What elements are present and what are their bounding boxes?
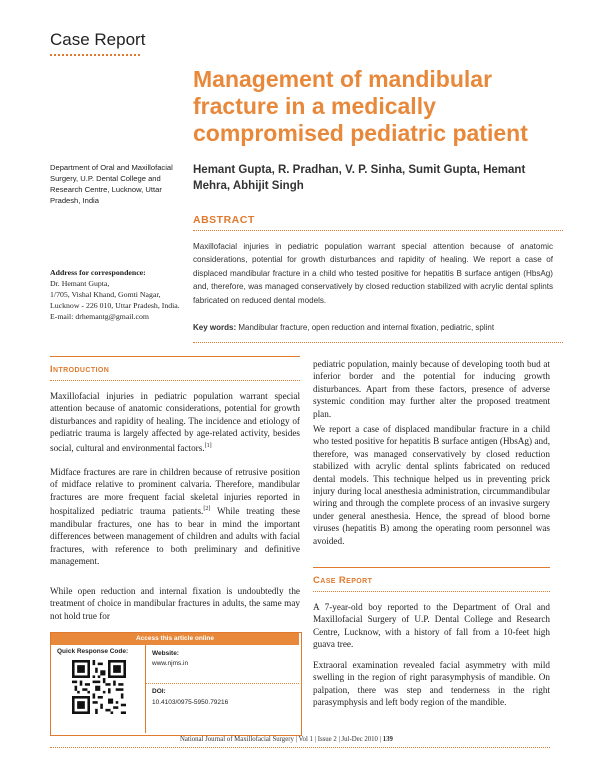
author-list: Hemant Gupta, R. Pradhan, V. P. Sinha, Sumit Gupta, Hemant Mehra, Abhijit Singh [193, 164, 526, 192]
intro-p2-text-b: While treating these mandibular fractures, one has to bear in mind the important differences between management of children and adults with facial fractures, with reference to both preliminary and definitive management. [50, 506, 300, 566]
case-report-heading: Case Report [313, 575, 373, 586]
col2-paragraph-2: We report a case of displaced mandibular fracture in a child who tested positive for hepatitis B surface antigen (HbsAg) and, therefore, was managed conservatively by closed reduction stabilized with acrylic dental splints fabricated on reduced dental models. This technique helped us in preventing prick injury during local anesthesia administration, circummandibular wiring and through the complete process of an invasive surgery under general anesthesia. Hence, the spread of blood borne viruses (hepatitis B) among the operating room personnel was avoided. [313, 424, 550, 546]
website-label: Website: [152, 650, 179, 657]
keywords-text: Mandibular fracture, open reduction and internal fixation, pediatric, splint [238, 323, 495, 332]
introduction-heading: Introduction [50, 364, 110, 375]
correspondence-label: Address for correspondence: [50, 268, 146, 277]
introduction-paragraph-1 [50, 390, 300, 454]
col2-paragraph-1: pediatric population, mainly because of developing tooth bud at inferior border and the potential for inducing growth disturbances. Apart from these factors, presence of adverse systemic condition may further alter the proposed treatment plan. [313, 359, 550, 419]
intro-p1-citation[interactable]: [1] [204, 442, 212, 449]
doi-value[interactable]: 10.4103/0975-5950.79216 [152, 699, 229, 706]
case-report-divider [313, 591, 550, 592]
introduction-divider [50, 380, 300, 381]
page-footer [180, 736, 560, 743]
case-report-paragraph-2: Extraoral examination revealed facial asymmetry with mild swelling in the region of right parasymphysis of mandible. On palpation, there was step and tenderness in the right parasymphysis and left body region of the mandible. [313, 660, 550, 708]
access-box-divider [146, 683, 299, 684]
intro-p2-citation[interactable]: [2] [203, 506, 211, 513]
introduction-paragraph-2 [50, 466, 300, 567]
qr-code-icon[interactable] [72, 660, 126, 714]
doi-label: DOI: [152, 688, 166, 695]
correspondence-address: 1/705, Vishal Khand, Gomti Nagar, Lucknow - 226 010, Uttar Pradesh, India. [50, 289, 180, 310]
correspondence-email[interactable]: E-mail: drhemantg@gmail.com [50, 311, 149, 321]
footer-journal: National Journal of Maxillofacial Surgery | Vol 1 | Issue 2 | Jul-Dec 2010 | [180, 736, 382, 743]
abstract-divider [193, 230, 563, 231]
footer-divider [50, 747, 550, 748]
article-title: Management of mandibular fracture in a medically compromised pediatric patient [193, 66, 528, 146]
abstract-heading: ABSTRACT [193, 214, 255, 226]
intro-p2-text-a: Midface fractures are rare in children because of retrusive position of midface relative to prominent calvaria. Therefore, mandibular fractures are more frequent facial skeletal injuries reported in hospitalized pediatric trauma patients. [50, 467, 300, 517]
keywords-label: Key words: [193, 323, 237, 332]
correspondence-block [50, 268, 180, 323]
abstract-text: Maxillofacial injuries in pediatric population warrant special attention because of anatomic considerations, potential for growth disturbances and rapidity of healing. We report a case of displaced mandibular fracture in a child who tested positive for hepatitis B surface antigen (HbsAg) and, therefore, was managed conservatively by closed reduction stabilized with acrylic dental splints fabricated on reduced dental models. [193, 242, 553, 305]
case-report-paragraph-1: A 7-year-old boy reported to the Department of Oral and Maxillofacial Surgery of U.P. Dental College and Research Centre, Lucknow, with a history of fall from a 10-feet high guava tree. [313, 602, 550, 650]
keywords [193, 323, 563, 332]
case-report-top-rule [313, 567, 550, 568]
section-label-divider [50, 54, 140, 56]
section-label: Case Report [50, 30, 146, 49]
affiliation: Department of Oral and Maxillofacial Surgery, U.P. Dental College and Research Centre, Lucknow, Uttar Pradesh, India [50, 163, 173, 205]
page-number: 139 [382, 736, 393, 743]
access-box-title: Access this article online [51, 633, 299, 645]
keywords-divider [193, 342, 563, 343]
website-link[interactable]: www.njms.in [152, 660, 189, 667]
intro-p1-text: Maxillofacial injuries in pediatric population warrant special attention because of anatomic considerations, potential for growth disturbances and rapidity of healing. The incidence and etiology of pediatric trauma is largely affected by age-related activity, besides social, cultural and environmental factors. [50, 391, 300, 453]
qr-label: Quick Response Code: [57, 648, 129, 655]
introduction-top-rule [50, 356, 300, 357]
correspondence-name: Dr. Hemant Gupta, [50, 278, 110, 288]
introduction-paragraph-3: While open reduction and internal fixation is undoubtedly the treatment of choice in mandibular fractures in adults, the same may not hold true for [50, 586, 300, 621]
